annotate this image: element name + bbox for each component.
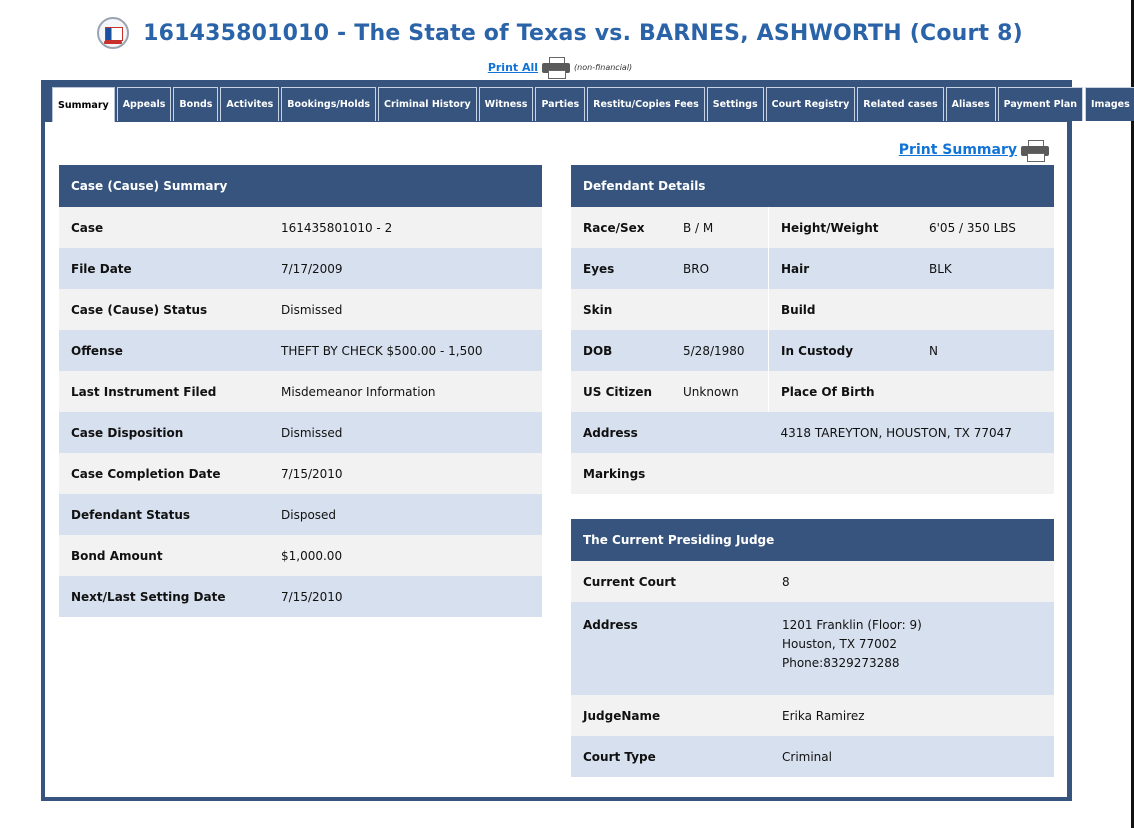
tab-bookings-holds[interactable]: Bookings/Holds [281, 87, 376, 121]
page-title: 161435801010 - The State of Texas vs. BARNES, ASHWORTH (Court 8) [143, 20, 1023, 46]
table-row [59, 494, 542, 535]
table-row [571, 207, 1054, 248]
field-label: Skin [571, 289, 671, 330]
print-all-note: (non-financial) [574, 62, 633, 72]
table-row [571, 330, 1054, 371]
tab-restitution-fees[interactable]: Restitu/Copies Fees [587, 87, 705, 121]
height-weight-value: 6'05 / 350 LBS [917, 207, 1054, 248]
printer-icon[interactable] [542, 57, 570, 77]
tab-bar [52, 87, 1134, 123]
case-summary-heading: Case (Cause) Summary [59, 165, 542, 207]
judge-name-value: Erika Ramirez [770, 695, 1054, 736]
tab-payment-plan[interactable]: Payment Plan [998, 87, 1083, 121]
table-row [59, 207, 542, 248]
case-frame [41, 80, 1130, 801]
field-value: 7/17/2009 [269, 248, 542, 289]
field-label: Height/Weight [769, 207, 918, 248]
defendant-details-heading: Defendant Details [571, 165, 1054, 207]
skin-value [671, 289, 769, 330]
presiding-judge-table [571, 519, 1054, 777]
table-row [571, 602, 1054, 695]
tab-related-cases[interactable]: Related cases [857, 87, 943, 121]
field-label: In Custody [769, 330, 918, 371]
summary-panel [45, 122, 1067, 797]
tab-criminal-history[interactable]: Criminal History [378, 87, 477, 121]
tab-activites[interactable]: Activites [220, 87, 279, 121]
field-label: Last Instrument Filed [59, 371, 269, 412]
field-value: Disposed [269, 494, 542, 535]
field-label: Case Disposition [59, 412, 269, 453]
tab-aliases[interactable]: Aliases [946, 87, 996, 121]
field-value: $1,000.00 [269, 535, 542, 576]
county-seal-icon [97, 17, 129, 49]
tab-witness[interactable]: Witness [479, 87, 534, 121]
print-all-row [0, 57, 1120, 77]
field-label: Address [571, 412, 769, 453]
hair-value: BLK [917, 248, 1054, 289]
page-header [0, 17, 1120, 77]
field-label: Bond Amount [59, 535, 269, 576]
field-value: Dismissed [269, 412, 542, 453]
field-label: Court Type [571, 736, 770, 777]
table-row [571, 248, 1054, 289]
tab-images[interactable]: Images [1085, 87, 1134, 121]
field-label: Offense [59, 330, 269, 371]
case-summary-table [59, 165, 542, 617]
table-row [571, 453, 1054, 494]
tab-bonds[interactable]: Bonds [173, 87, 218, 121]
field-label: Race/Sex [571, 207, 671, 248]
court-phone: Phone:8329273288 [782, 656, 900, 670]
field-label: Build [769, 289, 918, 330]
current-court-value: 8 [770, 561, 1054, 602]
table-row [59, 453, 542, 494]
tab-court-registry[interactable]: Court Registry [766, 87, 856, 121]
place-of-birth-value [917, 371, 1054, 412]
field-label: JudgeName [571, 695, 770, 736]
table-row [59, 412, 542, 453]
in-custody-value: N [917, 330, 1054, 371]
field-label: Next/Last Setting Date [59, 576, 269, 617]
table-row [571, 561, 1054, 602]
field-value: 161435801010 - 2 [269, 207, 542, 248]
table-row [571, 289, 1054, 330]
print-summary-link[interactable]: Print Summary [898, 142, 1017, 158]
markings-value [769, 453, 1055, 494]
eyes-value: BRO [671, 248, 769, 289]
court-address-value [770, 602, 1054, 695]
field-label: Markings [571, 453, 769, 494]
tab-parties[interactable]: Parties [535, 87, 585, 121]
field-label: Hair [769, 248, 918, 289]
table-row [59, 576, 542, 617]
field-label: File Date [59, 248, 269, 289]
table-row [59, 289, 542, 330]
field-value: 7/15/2010 [269, 453, 542, 494]
tab-settings[interactable]: Settings [707, 87, 764, 121]
court-type-value: Criminal [770, 736, 1054, 777]
table-row [59, 535, 542, 576]
tab-appeals[interactable]: Appeals [117, 87, 172, 121]
presiding-judge-heading: The Current Presiding Judge [571, 519, 1054, 561]
printer-icon[interactable] [1021, 140, 1049, 160]
dob-value: 5/28/1980 [671, 330, 769, 371]
field-label: Eyes [571, 248, 671, 289]
us-citizen-value: Unknown [671, 371, 769, 412]
defendant-details-table [571, 165, 1054, 494]
table-row [571, 371, 1054, 412]
field-label: Address [571, 602, 770, 695]
court-address-line1: 1201 Franklin (Floor: 9) [782, 618, 922, 632]
field-value: THEFT BY CHECK $500.00 - 1,500 [269, 330, 542, 371]
field-value: Misdemeanor Information [269, 371, 542, 412]
tab-summary[interactable]: Summary [52, 87, 115, 123]
field-label: Current Court [571, 561, 770, 602]
field-label: DOB [571, 330, 671, 371]
field-label: US Citizen [571, 371, 671, 412]
table-row [571, 736, 1054, 777]
field-value: 7/15/2010 [269, 576, 542, 617]
title-row [97, 17, 1023, 49]
race-sex-value: B / M [671, 207, 769, 248]
table-row [571, 695, 1054, 736]
field-label: Defendant Status [59, 494, 269, 535]
field-label: Place Of Birth [769, 371, 918, 412]
field-label: Case Completion Date [59, 453, 269, 494]
build-value [917, 289, 1054, 330]
field-label: Case [59, 207, 269, 248]
table-row [571, 412, 1054, 453]
table-row [59, 330, 542, 371]
table-row [59, 371, 542, 412]
field-label: Case (Cause) Status [59, 289, 269, 330]
court-address-line2: Houston, TX 77002 [782, 637, 898, 651]
defendant-address-value: 4318 TAREYTON, HOUSTON, TX 77047 [769, 412, 1055, 453]
field-value: Dismissed [269, 289, 542, 330]
print-all-link[interactable]: Print All [487, 60, 539, 74]
print-summary-row [899, 140, 1049, 160]
table-row [59, 248, 542, 289]
